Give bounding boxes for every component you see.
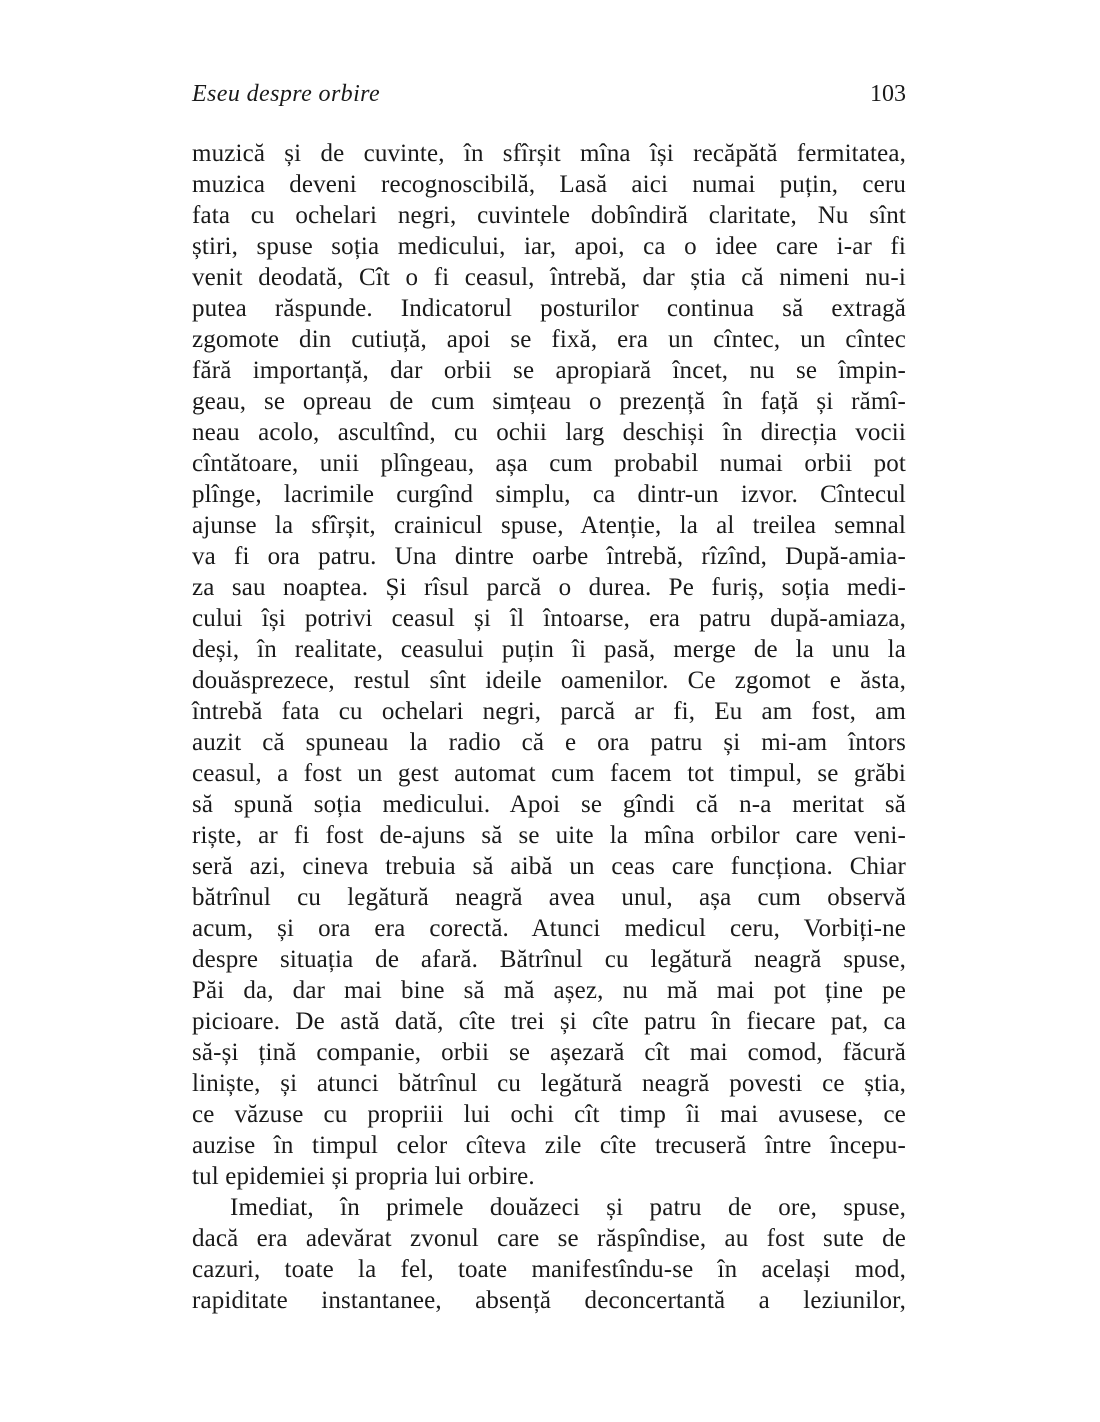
text-line: liniște, și atunci bătrînul cu legătură neagră povesti ce știa, [192,1070,906,1097]
text-line: venit deodată, Cît o fi ceasul, întrebă, dar știa că nimeni nu-i [192,264,906,291]
text-line: fără importanță, dar orbii se apropiară încet, nu se împin- [192,357,906,384]
text-line: fata cu ochelari negri, cuvintele dobîndiră claritate, Nu sînt [192,202,906,229]
text-line: ceasul, a fost un gest automat cum facem tot timpul, se grăbi [192,760,906,787]
text-line: picioare. De astă dată, cîte trei și cîte patru în fiecare pat, ca [192,1008,906,1035]
text-line: neau acolo, ascultînd, cu ochii larg deschiși în direcția vocii [192,419,906,446]
header-title: Eseu despre orbire [192,81,381,107]
text-line: despre situația de afară. Bătrînul cu legătură neagră spuse, [192,946,906,973]
text-line: ce văzuse cu propriii lui ochi cît timp îi mai avusese, ce [192,1101,906,1128]
text-line: bătrînul cu legătură neagră avea unul, așa cum observă [192,884,906,911]
text-line: muzică și de cuvinte, în sfîrșit mîna își recăpătă fermitatea, [192,140,906,167]
text-line: să spună soția medicului. Apoi se gîndi că n-a meritat să [192,791,906,818]
text-line: douăsprezece, restul sînt ideile oamenilor. Ce zgomot e ăsta, [192,667,906,694]
text-line: știri, spuse soția medicului, iar, apoi, ca o idee care i-ar fi [192,233,906,260]
page-number: 103 [870,81,906,107]
text-line: geau, se opreau de cum simțeau o prezență în față și rămî- [192,388,906,415]
text-line: seră azi, cineva trebuia să aibă un ceas care funcționa. Chiar [192,853,906,880]
text-line: să-și țină companie, orbii se așezară cît mai comod, făcură [192,1039,906,1066]
running-header [192,80,906,108]
text-line: Imediat, în primele douăzeci și patru de ore, spuse, [230,1194,906,1221]
text-line: za sau noaptea. Și rîsul parcă o durea. Pe furiș, soția medi- [192,574,906,601]
text-line: întrebă fata cu ochelari negri, parcă ar fi, Eu am fost, am [192,698,906,725]
text-body [192,138,906,1316]
text-line: dacă era adevărat zvonul care se răspîndise, au fost sute de [192,1225,906,1252]
text-line: rapiditate instantanee, absență deconcertantă a leziunilor, [192,1287,906,1314]
text-line: cazuri, toate la fel, toate manifestîndu-se în același mod, [192,1256,906,1283]
text-line: auzise în timpul celor cîteva zile cîte trecuseră între începu- [192,1132,906,1159]
text-line: muzica deveni recognoscibilă, Lasă aici numai puțin, ceru [192,171,906,198]
text-line: acum, și ora era corectă. Atunci medicul ceru, Vorbiți-ne [192,915,906,942]
text-line: deși, în realitate, ceasului puțin îi pasă, merge de la unu la [192,636,906,663]
text-line: cului își potrivi ceasul și îl întoarse, era patru după-amiaza, [192,605,906,632]
text-line: riște, ar fi fost de-ajuns să se uite la mîna orbilor care veni- [192,822,906,849]
text-line: cîntătoare, unii plîngeau, așa cum probabil numai orbii pot [192,450,906,477]
text-line: Păi da, dar mai bine să mă așez, nu mă mai pot ține pe [192,977,906,1004]
text-line: ajunse la sfîrșit, crainicul spuse, Atenție, la al treilea semnal [192,512,906,539]
text-line: tul epidemiei și propria lui orbire. [192,1163,535,1190]
text-line: plînge, lacrimile curgînd simplu, ca dintr-un izvor. Cîntecul [192,481,906,508]
text-line: putea răspunde. Indicatorul posturilor continua să extragă [192,295,906,322]
text-line: va fi ora patru. Una dintre oarbe întrebă, rîzînd, După-amia- [192,543,906,570]
text-line: auzit că spuneau la radio că e ora patru și mi-am întors [192,729,906,756]
text-line: zgomote din cutiuță, apoi se fixă, era un cîntec, un cîntec [192,326,906,353]
